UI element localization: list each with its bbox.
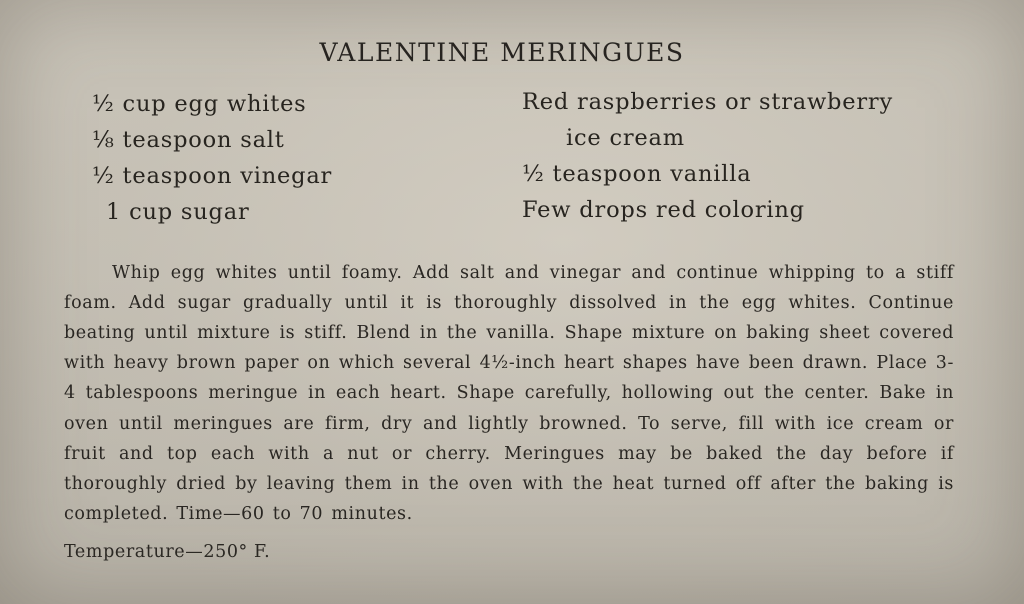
recipe-temperature: Temperature—250° F. — [64, 542, 271, 562]
ingredient-item: ½ teaspoon vinegar — [92, 163, 333, 189]
recipe-directions: Whip egg whites until foamy. Add salt and vinegar and continue whipping to a stiff foam. Add sugar gradually until it is thoroughly dissolved in the egg whites. Continue beating until mixture is stiff. Blend in the vanilla. Shape mixture on baking sheet covered with heavy brown paper on which several 4½-inch heart shapes have been drawn. Place 3-4 tablespoons meringue in each heart. Shape carefully, hollowing out the center. Bake in oven until meringues are firm, dry and lightly browned. To serve, fill with ice cream or fruit and top each with a nut or cherry. Meringues may be baked the day before if thoroughly dried by leaving them in the oven with the heat turned off after the baking is completed. Time—60 to 70 minutes. — [64, 262, 954, 525]
ingredient-item: ½ teaspoon vanilla — [522, 161, 752, 187]
ingredients-right-column — [522, 84, 893, 228]
ingredient-item: ½ cup egg whites — [92, 91, 307, 117]
ingredient-item: ⅛ teaspoon salt — [92, 127, 285, 153]
ingredients-left-column — [92, 86, 332, 230]
ingredient-item: Few drops red coloring — [522, 197, 805, 223]
recipe-title: VALENTINE MERINGUES — [319, 38, 685, 67]
ingredient-item: Red raspberries or strawberry — [522, 89, 893, 115]
ingredient-item: 1 cup sugar — [106, 199, 250, 225]
ingredient-item-continuation: ice cream — [566, 125, 685, 151]
